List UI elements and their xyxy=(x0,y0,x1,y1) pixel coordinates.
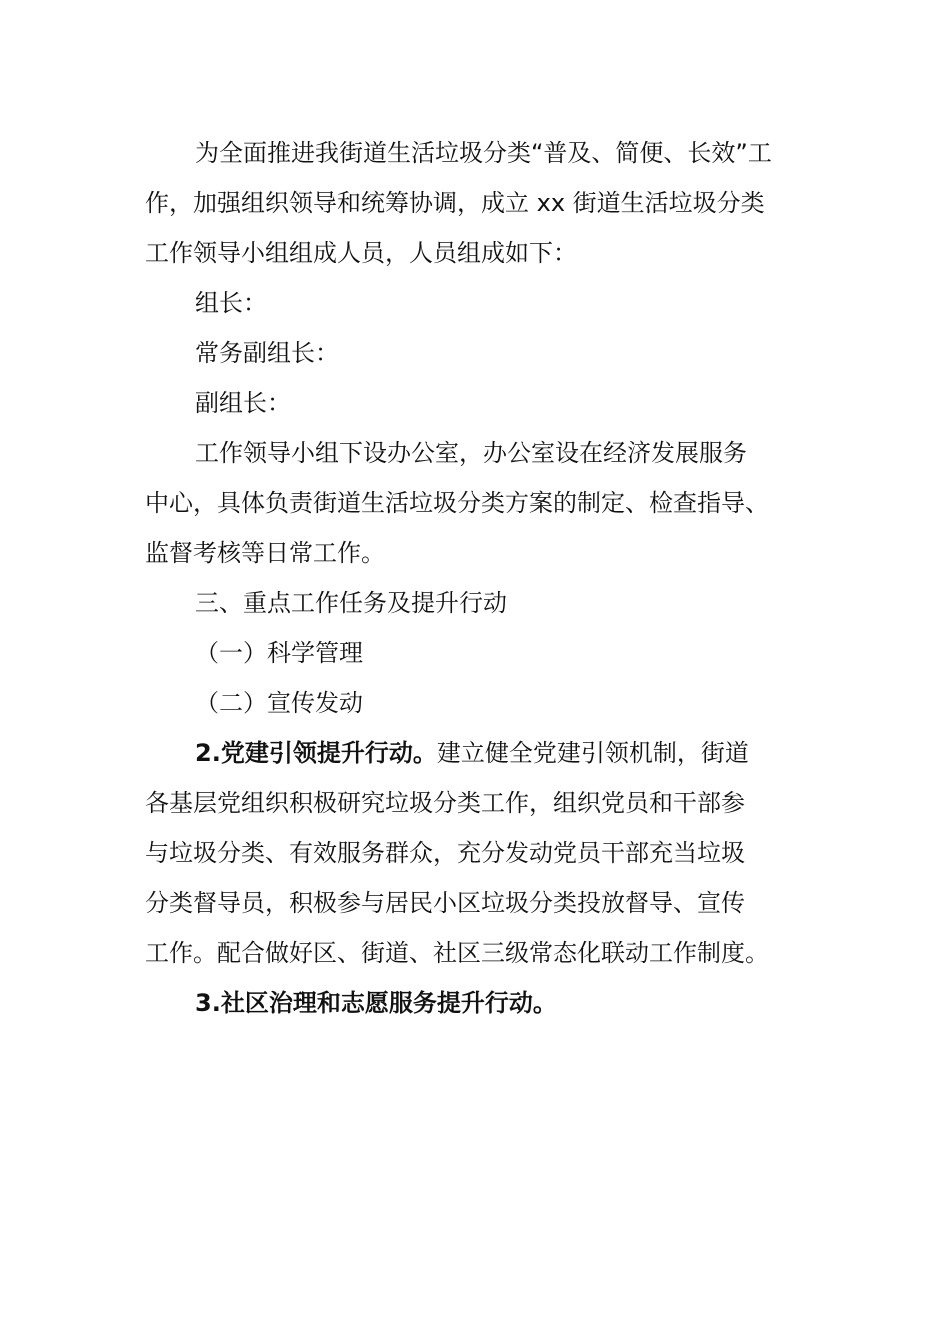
role-executive-deputy-label: 常务副组长： xyxy=(195,339,339,367)
paragraph-line: 分类督导员，积极参与居民小区垃圾分类投放督导、宣传 xyxy=(145,889,745,917)
role-leader-label: 组长： xyxy=(195,289,267,317)
section-heading: 三、重点工作任务及提升行动 xyxy=(195,589,507,617)
paragraph-line: 与垃圾分类、有效服务群众，充分发动党员干部充当垃圾 xyxy=(145,839,745,867)
subsection-heading: （一）科学管理 xyxy=(195,639,363,667)
paragraph-text: 建立健全党建引领机制，街道 xyxy=(436,739,749,767)
role-deputy-label: 副组长： xyxy=(195,389,291,417)
action-heading: 3.社区治理和志愿服务提升行动。 xyxy=(195,989,557,1017)
paragraph-line: 工作领导小组组成人员，人员组成如下： xyxy=(145,239,577,267)
paragraph-line: 工作。配合做好区、街道、社区三级常态化联动工作制度。 xyxy=(145,939,769,967)
paragraph-line: 监督考核等日常工作。 xyxy=(145,539,385,567)
paragraph-line: 中心，具体负责街道生活垃圾分类方案的制定、检查指导、 xyxy=(145,489,769,517)
paragraph-line: 工作领导小组下设办公室，办公室设在经济发展服务 xyxy=(195,439,747,467)
subsection-heading: （二）宣传发动 xyxy=(195,689,363,717)
paragraph-line xyxy=(145,728,805,778)
action-heading: 2.党建引领提升行动。 xyxy=(195,739,437,767)
paragraph-line: 作，加强组织领导和统筹协调，成立 xx 街道生活垃圾分类 xyxy=(145,189,765,217)
paragraph-line: 为全面推进我街道生活垃圾分类“普及、简便、长效”工 xyxy=(195,139,772,167)
document-body xyxy=(145,128,805,1028)
paragraph-line: 各基层党组织积极研究垃圾分类工作，组织党员和干部参 xyxy=(145,789,745,817)
